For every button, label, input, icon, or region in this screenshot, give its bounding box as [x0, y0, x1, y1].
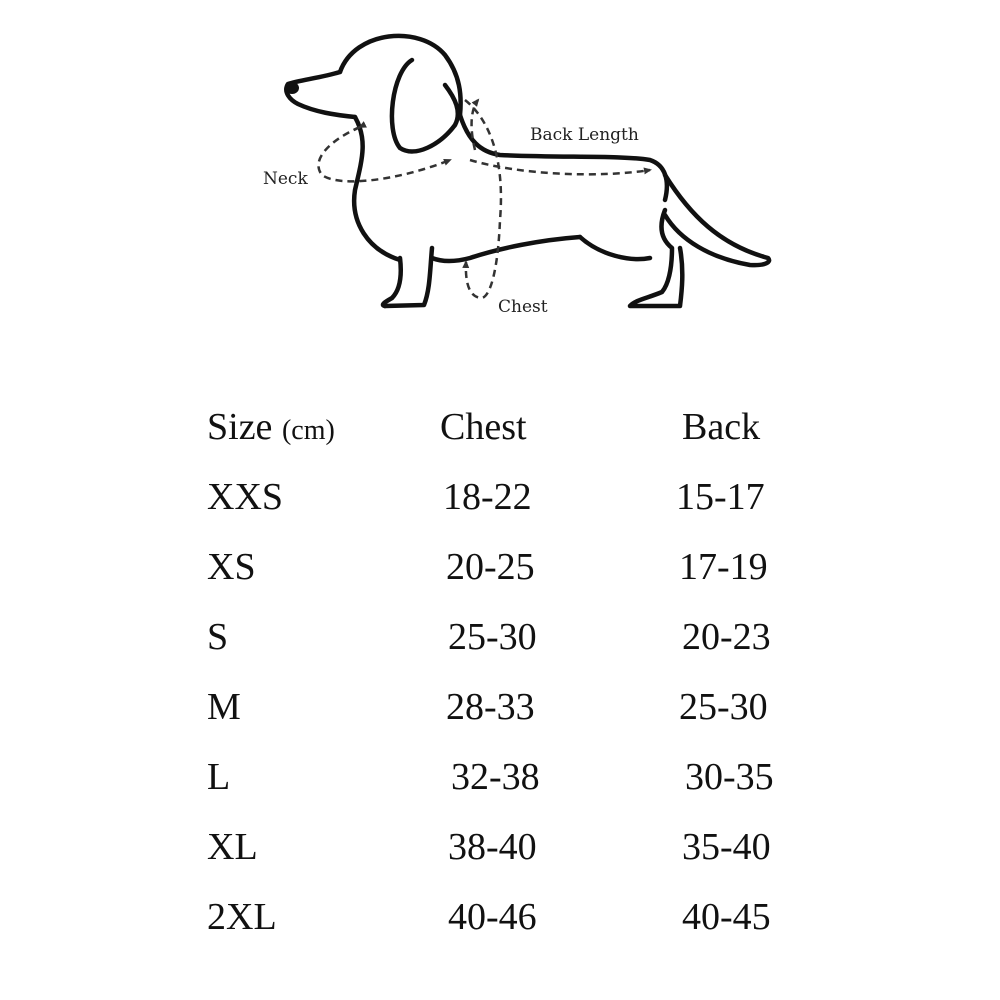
row-back: 25-30 [679, 686, 768, 728]
header-size [207, 405, 335, 453]
dog-nose [285, 82, 299, 94]
row-chest: 18-22 [443, 476, 532, 518]
back-length-arrow [470, 160, 650, 174]
row-back: 30-35 [685, 756, 774, 798]
row-chest: 38-40 [448, 826, 537, 868]
dog-ear [392, 60, 458, 151]
dog-snout [286, 72, 355, 117]
header-size-label: Size [207, 406, 273, 448]
dog-hip [580, 237, 650, 259]
size-chart-table [0, 395, 1000, 955]
chest-label: Chest [498, 297, 548, 317]
dachshund-outline-icon [286, 36, 769, 306]
row-back: 20-23 [682, 616, 771, 658]
dog-belly [432, 237, 580, 261]
row-back: 40-45 [682, 896, 771, 938]
header-back: Back [682, 406, 761, 448]
row-chest: 40-46 [448, 896, 537, 938]
row-size: M [207, 686, 241, 728]
row-chest: 25-30 [448, 616, 537, 658]
row-size: L [207, 756, 231, 798]
row-size: XS [207, 546, 256, 588]
header-chest: Chest [440, 406, 527, 448]
row-chest: 28-33 [446, 686, 535, 728]
neck-label: Neck [263, 169, 308, 189]
row-back: 17-19 [679, 546, 768, 588]
neck-arrow [318, 127, 450, 181]
row-back: 15-17 [676, 476, 765, 518]
dog-front-leg-front [383, 258, 401, 306]
row-size: XL [207, 826, 258, 868]
row-size: XXS [207, 476, 284, 518]
dog-measurement-diagram [0, 0, 1000, 340]
row-chest: 20-25 [446, 546, 535, 588]
row-chest: 32-38 [451, 756, 540, 798]
row-size: 2XL [207, 896, 277, 938]
row-size: S [207, 616, 229, 658]
row-back: 35-40 [682, 826, 771, 868]
header-unit: (cm) [281, 415, 335, 446]
chest-arrow [465, 100, 501, 298]
back-length-label: Back Length [530, 125, 639, 145]
